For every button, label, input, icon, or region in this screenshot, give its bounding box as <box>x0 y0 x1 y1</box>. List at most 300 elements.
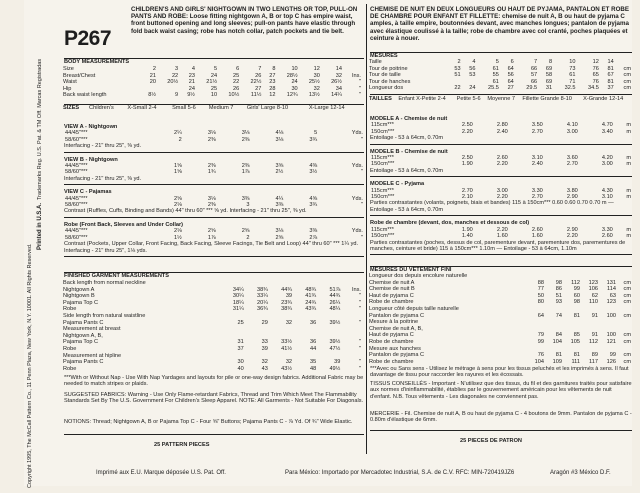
finished-row <box>62 326 362 333</box>
cell: 4⅝ <box>309 195 318 202</box>
cell: 50 <box>537 292 545 299</box>
cell <box>293 326 317 333</box>
modele-block <box>370 149 632 178</box>
cell: 40 <box>237 365 244 372</box>
cell: 81 <box>573 352 580 359</box>
cell: 5 <box>213 66 218 72</box>
cell: 51⅞ <box>329 286 341 293</box>
cell: 48 <box>309 365 317 372</box>
cell: 44¾ <box>329 293 341 300</box>
block-title: MODELE C - Pyjama <box>370 181 425 188</box>
divider <box>370 52 632 53</box>
mesures-row <box>368 72 632 79</box>
block-note: Entoilage - 53 à 64cm, 0.70m <box>370 167 444 174</box>
block-title: VIEW C - Pajamas <box>64 189 112 196</box>
cell: 21 <box>188 79 195 86</box>
finished-row <box>62 359 362 366</box>
cell: " <box>359 85 361 92</box>
row-label: Chemise de nuit A, B, <box>369 325 423 332</box>
column-divider <box>366 4 367 454</box>
yardage-table <box>370 155 632 168</box>
pieces-patron-count: 25 PIECES DE PATRON <box>460 438 522 444</box>
finished-row <box>62 346 362 353</box>
cell: 41¾ <box>305 293 317 300</box>
row-label: Taille <box>369 59 382 65</box>
finished-row <box>62 280 362 287</box>
cell: 1.60 <box>531 233 543 240</box>
cell: 29 <box>261 319 268 326</box>
cell: 2 <box>178 136 182 143</box>
cell <box>245 353 269 360</box>
modeles-section <box>370 116 632 259</box>
cell <box>341 280 362 287</box>
cell <box>563 273 581 280</box>
cell: 27 <box>507 85 514 92</box>
cell: 10 <box>291 66 298 72</box>
footer-middle: Para México: Importado por Mercadotec Industrial, S.A. de C.V. RFC: MIN-720419JZ6 <box>285 470 515 476</box>
cell: 55 <box>492 72 499 79</box>
cell: 3⅜ <box>275 202 284 209</box>
row-label: Mesure aux hanches <box>369 345 421 352</box>
cell: 4⅜ <box>309 163 318 170</box>
size-l: Girls' Large 8-10 <box>246 105 289 111</box>
block-note: Contrast (Pockets, Upper Collar, Front Facing, Back Facing, Sleeve Facings, Tie Belt and Loop) 44" thru 60" *** 1¼ yd. Interfacing - 21" thru 25", 1⅛ yds. <box>64 241 359 254</box>
finished-row <box>62 293 362 300</box>
cell <box>341 326 362 333</box>
cell: 81 <box>607 78 614 85</box>
cell <box>615 59 632 66</box>
cell <box>221 313 245 320</box>
block-title: Robe (Front Back, Sleeves and Under Collar) <box>64 221 184 228</box>
cell: 3 <box>246 202 250 209</box>
cell: 39 <box>285 293 293 300</box>
finished-row <box>62 320 362 327</box>
cell: 3⅝ <box>275 163 284 170</box>
cell <box>157 86 179 93</box>
block-note: Interfacing - 21" thru 25", ⅜ yd. <box>64 175 142 182</box>
cell: 10 <box>569 59 576 65</box>
cell <box>293 333 317 340</box>
cell: 61 <box>492 78 499 85</box>
row-label: Nightgown B <box>63 293 95 300</box>
row-label: Robe de chambre <box>369 338 414 345</box>
cell: 63 <box>609 292 616 299</box>
cell: 4.70 <box>601 122 613 129</box>
cell: 37 <box>607 85 614 92</box>
cell: 14 <box>335 66 342 72</box>
divider <box>370 144 632 145</box>
cell: 36 <box>309 319 317 326</box>
cell: 53 <box>469 72 476 79</box>
country-text: Printed in U.S.A. <box>37 202 43 250</box>
cell: 48¾ <box>305 286 317 293</box>
mesures-row <box>368 79 632 86</box>
row-label: Robe de chambre <box>369 358 414 365</box>
cell: 22 <box>171 72 179 79</box>
row-label: Side length from natural waistline <box>63 312 146 319</box>
cell <box>269 353 293 360</box>
cell: 18¼ <box>232 299 244 306</box>
cell: 65 <box>592 72 599 79</box>
cell: cm <box>623 292 631 299</box>
cell: 24 <box>469 85 476 92</box>
cell <box>545 306 563 313</box>
size-xl: X-Large 12-14 <box>308 105 345 111</box>
finished-row <box>62 287 362 294</box>
cell <box>563 326 581 333</box>
row-label: Size <box>63 66 74 72</box>
cell: m <box>626 226 631 233</box>
cell: " <box>359 293 361 300</box>
cell: " <box>359 339 361 346</box>
fabric-width: 150cm*** <box>371 128 395 135</box>
yardage-table <box>370 122 632 135</box>
cell: 2.60 <box>601 233 613 240</box>
cell: 99 <box>573 286 580 293</box>
mesures-row <box>368 59 632 66</box>
row-label: Robe <box>63 306 77 313</box>
block-note: Parties contrastantes (volants, poignets, biais et bandes) 115 à 150cm*** 0.60 0.60 0.70 0.70 m — Entoilage - 53 à 64cm, 0.70m <box>370 200 614 213</box>
cell: 30 <box>291 85 298 92</box>
cell: 49½ <box>329 365 341 372</box>
cell <box>563 346 581 353</box>
finished-row <box>62 313 362 320</box>
cell: 10½ <box>228 92 240 99</box>
cell: m <box>626 233 631 240</box>
fabric-width: 44/45"*** <box>65 195 88 202</box>
cell: 8 <box>548 59 553 65</box>
cell: 3¾ <box>309 136 318 143</box>
cell: 3.00 <box>566 128 578 135</box>
cell: 26¼ <box>329 299 341 306</box>
finished-row <box>62 333 362 340</box>
trademark-text: Trademarks Reg. U.S. Pat. & TM Off. Marcas Registradas <box>37 58 43 200</box>
cell: 43½ <box>281 365 293 372</box>
cell: 28 <box>269 85 276 92</box>
cell <box>527 319 545 326</box>
cell: 76 <box>537 352 545 359</box>
cell: 2⅜ <box>241 136 250 143</box>
cell: 27 <box>255 85 262 92</box>
cell <box>563 319 581 326</box>
left-title: CHILDREN'S AND GIRLS' NIGHTGOWN IN TWO LENGTHS OR TOP, PULL-ON PANTS AND ROBE: Loose fitting nightgown A, B or top C has empire waist, front buttoned opening and long sleeves; pull-on pants have elastic through fold back waist casing; robe has notch collar, patch pockets and tie belt. <box>131 6 358 35</box>
fini-title: MESURES DU VETEMENT FINI <box>370 267 452 273</box>
cell: 25 <box>237 319 244 326</box>
cell: 2.20 <box>566 233 578 240</box>
cell: 106 <box>588 286 598 293</box>
cell: Yds. <box>351 228 363 235</box>
cell: 34¼ <box>232 286 244 293</box>
cell: cm <box>623 312 631 319</box>
cell: 39½ <box>329 319 341 326</box>
cell: 38¾ <box>281 306 293 313</box>
cell: 81 <box>573 312 580 319</box>
cell: 2.20 <box>461 128 473 135</box>
fabric-width: 44/45"*** <box>65 228 88 235</box>
cell <box>527 306 545 313</box>
cell: 3⅛ <box>275 136 284 143</box>
cell: 11½ <box>250 92 262 99</box>
cell: 98 <box>555 279 562 286</box>
cell: " <box>359 319 361 326</box>
cell: 2⅝ <box>207 228 216 235</box>
cell: 2.60 <box>496 155 508 162</box>
fabric-width: 58/60"*** <box>65 169 88 176</box>
cell: 2 <box>152 66 157 72</box>
cell: 81 <box>607 65 614 72</box>
fabric-width: 44/45"*** <box>65 130 88 137</box>
cell: 4 <box>191 66 195 72</box>
cell: 61 <box>569 72 576 79</box>
cell: 3⅛ <box>241 130 250 137</box>
block-note: Parties contrastantes (poches, dessus de col, parementure devant, parementure dos, parementures de manches, ceinture et bride) 115 à 150cm*** 1.10m — Entoilage - 53 à 64cm, 1.10m <box>370 239 626 252</box>
cell: 21 <box>149 72 157 79</box>
row-label: Longueur dos <box>369 85 404 92</box>
cell: 3.10 <box>531 155 543 162</box>
cell: 9 <box>175 92 179 99</box>
fabric-width: 115cm*** <box>371 187 394 194</box>
cell: 8½ <box>148 92 157 99</box>
yardage-table <box>64 196 364 209</box>
fini-row <box>368 273 632 280</box>
cell <box>599 306 617 313</box>
cell: 66 <box>530 78 538 85</box>
sizes-label: SIZES <box>63 105 80 111</box>
cell <box>581 319 599 326</box>
cell: 3.30 <box>601 226 613 233</box>
cell: 105 <box>570 338 580 345</box>
fini-row <box>368 319 632 326</box>
cell: 2.70 <box>461 187 473 194</box>
cell: 99 <box>609 352 616 359</box>
cell: 21½ <box>206 79 218 86</box>
cell: 31¼ <box>232 306 244 313</box>
cell: 3.40 <box>601 128 613 135</box>
cell: cm <box>623 299 631 306</box>
cell <box>341 313 362 320</box>
cell: 44¾ <box>281 286 293 293</box>
cell: 34.5 <box>587 85 599 92</box>
cell: 69 <box>545 78 553 85</box>
cell <box>293 353 317 360</box>
footer-right: Aragón #3 México D.F. <box>550 470 611 476</box>
cell: " <box>361 136 363 143</box>
row-label: Mesure à la poitrine <box>369 319 419 326</box>
cell: 121 <box>606 338 616 345</box>
body-meas-row <box>62 79 362 86</box>
cell: " <box>359 365 361 372</box>
row-label: Back waist length <box>63 92 107 99</box>
cell: 104 <box>552 338 562 345</box>
cell: 1⅝ <box>173 163 182 170</box>
cell: 3¾ <box>309 202 318 209</box>
fini-row <box>368 313 632 320</box>
cell: 3.80 <box>566 187 578 194</box>
cell: 43 <box>261 365 268 372</box>
cell: 1¾ <box>207 169 216 176</box>
cell: 39 <box>261 345 268 352</box>
divider <box>64 256 364 257</box>
fini-row <box>368 352 632 359</box>
tissus-note: TISSUS CONSEILLÉS - Important - N'utilisez que des tissus, du fil et des garnitures traités pour satisfaire aux normes d'ininflammabilité, établies par le gouvernement américain pour les vêtements de nuit d'enfant. N.B. Tous vêtements - Les diagonales ne conviennent pas. <box>370 381 632 400</box>
cell: 4.30 <box>601 187 613 194</box>
yardage-table <box>370 188 632 201</box>
divider <box>370 254 632 255</box>
row-label: Pajama Top C <box>63 339 99 346</box>
cell: 34 <box>335 85 342 92</box>
cell: 80 <box>537 299 545 306</box>
block-note: Contrast (Ruffles, Cuffs, Binding and Bands) 44" thru 60" *** ⅝ yd. Interfacing - 21" thru 25", ⅜ yd. <box>64 208 307 215</box>
cell: m <box>626 187 631 194</box>
body-meas-title: BODY MEASUREMENTS <box>64 59 130 65</box>
cell: 12 <box>269 92 276 99</box>
fabric-width: 44/45"*** <box>65 163 88 170</box>
cell: 131 <box>606 279 616 286</box>
cell: 4.10 <box>566 122 578 129</box>
cell: Ins. <box>351 286 361 293</box>
fini-row <box>368 359 632 366</box>
row-label: Breast/Chest <box>63 72 96 79</box>
cell: 12¾ <box>286 92 298 99</box>
cell: " <box>359 306 361 313</box>
cell: 2.10 <box>461 194 473 201</box>
childrens-label: Children's <box>89 105 114 111</box>
divider <box>370 176 632 177</box>
cell: cm <box>623 279 631 286</box>
cell <box>317 280 341 287</box>
cell: 2.70 <box>566 161 578 168</box>
cell: 86 <box>555 286 562 293</box>
cell: Yds. <box>351 195 363 202</box>
cell <box>317 353 341 360</box>
cell: 2½ <box>275 169 284 176</box>
cell <box>293 280 317 287</box>
cell <box>341 333 362 340</box>
cell: 7 <box>258 66 262 72</box>
cell: 6 <box>510 59 514 65</box>
pattern-pieces-count: 25 PATTERN PIECES <box>154 442 210 448</box>
block-title: VIEW A - Nightgown <box>64 124 118 130</box>
cell <box>581 326 599 333</box>
cell <box>599 319 617 326</box>
cell: 48¼ <box>329 306 341 313</box>
body-meas-table <box>62 66 362 99</box>
right-title: CHEMISE DE NUIT EN DEUX LONGUEURS OU HAUT DE PYJAMA, PANTALON ET ROBE DE CHAMBRE POUR ENFANT ET FILLETTE: chemise de nuit A, B ou haut de pyjama C amples, à taille empire, boutonnées devant, avec manches longues; pantalon de pyjama avec élastique coulissé à la taille; robe de chambre avec col cranté, poches plaquées et ceinture à nouer. <box>370 6 629 42</box>
cell: 14¼ <box>331 92 342 99</box>
fini-row <box>368 280 632 287</box>
fabric-width: 115cm*** <box>371 155 394 162</box>
cell <box>545 319 563 326</box>
cell: 4 <box>472 59 476 65</box>
cell: cm <box>623 85 631 92</box>
copyright-text: Copyright 1995, The McCall Pattern Co., 11 Penn Plaza, New York, N.Y. 10001. All Rights Reserved. <box>27 243 33 488</box>
cell: 104 <box>534 358 545 365</box>
fini-row <box>368 346 632 353</box>
finished-table <box>62 280 362 372</box>
cell: 32 <box>313 85 320 92</box>
cell: 3.00 <box>496 187 508 194</box>
fabric-width: 115cm*** <box>371 226 394 233</box>
cell: 5 <box>495 59 499 65</box>
body-meas-row <box>62 92 362 99</box>
cell <box>341 353 362 360</box>
divider <box>64 434 364 435</box>
cell: 2.50 <box>461 155 473 162</box>
cell <box>343 66 362 73</box>
cell: 1½ <box>173 234 182 241</box>
cell: 2⅜ <box>207 163 216 170</box>
cell: 32 <box>335 72 342 79</box>
block-note: Interfacing - 21" thru 25", ⅜ yd. <box>64 143 142 150</box>
cell: 2 <box>457 59 461 65</box>
footer-left: Imprimé aux E.U. Marque déposée U.S. Pat. Off. <box>96 470 226 476</box>
cell: " <box>361 202 363 209</box>
cell: 41½ <box>281 345 293 352</box>
fini-row <box>368 286 632 293</box>
fabric-width: 58/60"*** <box>65 202 88 209</box>
cell: " <box>359 79 361 86</box>
mesures-table <box>368 59 632 92</box>
cell: 4.20 <box>601 155 613 162</box>
cell: 2⅜ <box>207 202 216 209</box>
row-label: Chemise de nuit A <box>369 279 415 286</box>
cell <box>293 313 317 320</box>
fini-table <box>368 273 632 365</box>
modele-block <box>370 116 632 145</box>
cell: 22½ <box>250 79 262 86</box>
yardage-table <box>64 163 364 176</box>
cell: 36 <box>309 339 317 346</box>
cell: 3.50 <box>531 122 543 129</box>
cell: 88 <box>537 279 545 286</box>
size-m: Medium 7 <box>208 105 234 111</box>
cell: Yds. <box>351 163 363 170</box>
cell: 126 <box>606 358 616 365</box>
cell: 84 <box>555 332 562 339</box>
cell: 3⅜ <box>309 228 318 235</box>
cell: 25.5 <box>487 85 499 92</box>
cell: 3⅛ <box>207 130 216 137</box>
cell: 28½ <box>286 72 298 79</box>
cell: 53 <box>454 65 461 72</box>
cell: 2.90 <box>566 194 578 201</box>
cell: 111 <box>571 358 580 365</box>
cell: 2⅝ <box>241 228 250 235</box>
notions-note: NOTIONS: Thread; Nightgown A, B or Pajama Top C - Four ⅝" Buttons; Pajama Pants C - ⅞ Yd. Of ¾" Wide Elastic. <box>64 419 353 425</box>
cell: 3.00 <box>601 161 613 168</box>
cell: m <box>626 155 631 162</box>
cell: 27 <box>269 72 276 79</box>
fabric-width: 150cm*** <box>371 194 395 201</box>
cell <box>462 79 477 86</box>
row-label: Robe <box>63 345 77 352</box>
fabric-width: 58/60"*** <box>65 234 88 241</box>
cell: 2.60 <box>531 226 543 233</box>
finished-title: FINISHED GARMENT MEASUREMENTS <box>64 273 170 279</box>
cell: 100 <box>606 312 616 319</box>
fabrics-note: SUGGESTED FABRICS: Warning - Use Only Flame-retardant Fabrics, Thread and Trim Which Meet The Flammability Standards Set By The U.S. Government For Children's Sleep Apparel. NOTE: All Garments - Not Suitable For Diagonals. <box>64 392 364 405</box>
row-label: Measurement at breast <box>63 326 121 333</box>
cell: 20¼ <box>257 299 268 306</box>
cell: m <box>626 122 631 129</box>
cell: 1.90 <box>461 226 473 233</box>
cell: 2.40 <box>496 128 508 135</box>
cell: 91 <box>591 312 598 319</box>
cell: 30 <box>313 72 320 79</box>
cell: 25 <box>210 85 218 92</box>
row-label: Back length from normal neckline <box>63 280 146 286</box>
cell: 51 <box>454 72 461 79</box>
